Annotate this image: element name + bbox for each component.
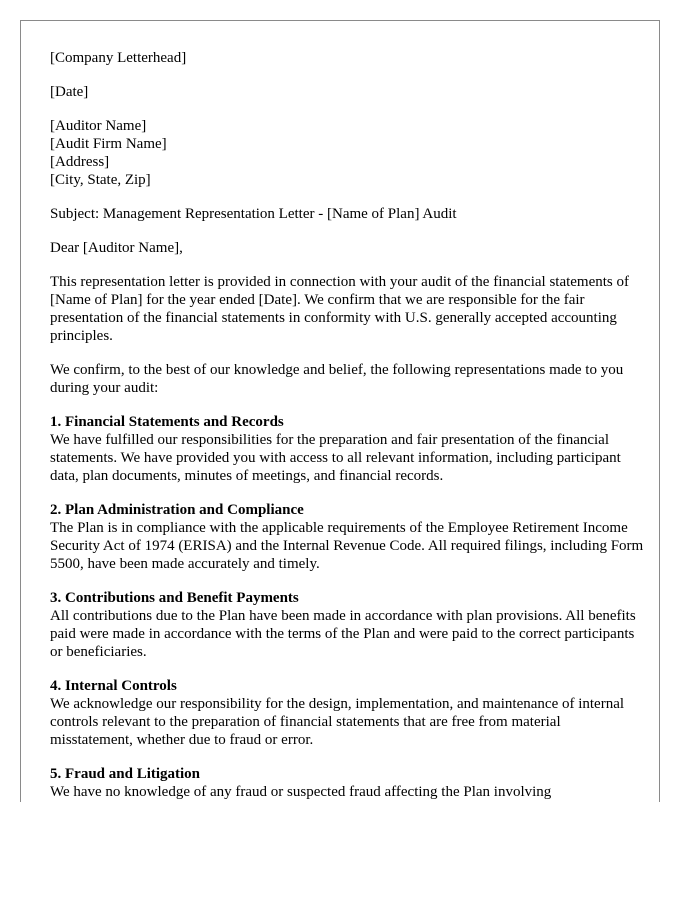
section-body: We acknowledge our responsibility for the design, implementation, and maintenance of internal controls relevant to the preparation of financial statements that are free from material misstatement, whether due to fraud or error. — [50, 696, 625, 748]
section-financial-statements — [50, 413, 645, 485]
letter-page — [20, 20, 660, 802]
letter-content — [50, 49, 645, 802]
section-body: We have fulfilled our responsibilities for the preparation and fair presentation of the financial statements. We have provided you with access to all relevant information, including participant data, plan documents, minutes of meetings, and financial records. — [50, 432, 621, 484]
section-heading: 4. Internal Controls — [50, 678, 177, 694]
section-heading: 1. Financial Statements and Records — [50, 414, 284, 430]
section-internal-controls — [50, 677, 645, 749]
company-letterhead: [Company Letterhead] — [50, 50, 187, 66]
city-state-zip: [City, State, Zip] — [50, 172, 151, 188]
section-heading: 2. Plan Administration and Compliance — [50, 502, 304, 518]
section-contributions — [50, 589, 645, 661]
section-heading: 3. Contributions and Benefit Payments — [50, 590, 299, 606]
confirm-paragraph: We confirm, to the best of our knowledge and belief, the following representations made to you during your audit: — [50, 362, 624, 396]
auditor-name: [Auditor Name] — [50, 118, 147, 134]
letter-subject: Subject: Management Representation Letter - [Name of Plan] Audit — [50, 206, 457, 222]
section-fraud-litigation — [50, 765, 645, 801]
section-plan-administration — [50, 501, 645, 573]
section-body: We have no knowledge of any fraud or suspected fraud affecting the Plan involving — [50, 784, 552, 800]
recipient-address — [50, 117, 645, 189]
section-heading: 5. Fraud and Litigation — [50, 766, 201, 782]
section-body: The Plan is in compliance with the applicable requirements of the Employee Retirement Income Security Act of 1974 (ERISA) and the Internal Revenue Code. All required filings, including Form 5500, have been made accurately and timely. — [50, 520, 644, 572]
intro-paragraph: This representation letter is provided in connection with your audit of the financial statements of [Name of Plan] for the year ended [Date]. We confirm that we are responsible for the fair presentation of the financial statements in conformity with U.S. generally accepted accounting principles. — [50, 274, 630, 344]
audit-firm-name: [Audit Firm Name] — [50, 136, 167, 152]
letter-date: [Date] — [50, 84, 89, 100]
salutation: Dear [Auditor Name], — [50, 240, 183, 256]
section-body: All contributions due to the Plan have been made in accordance with plan provisions. All benefits paid were made in accordance with the terms of the Plan and were paid to the correct participants or beneficiaries. — [50, 608, 636, 660]
address-line: [Address] — [50, 154, 110, 170]
